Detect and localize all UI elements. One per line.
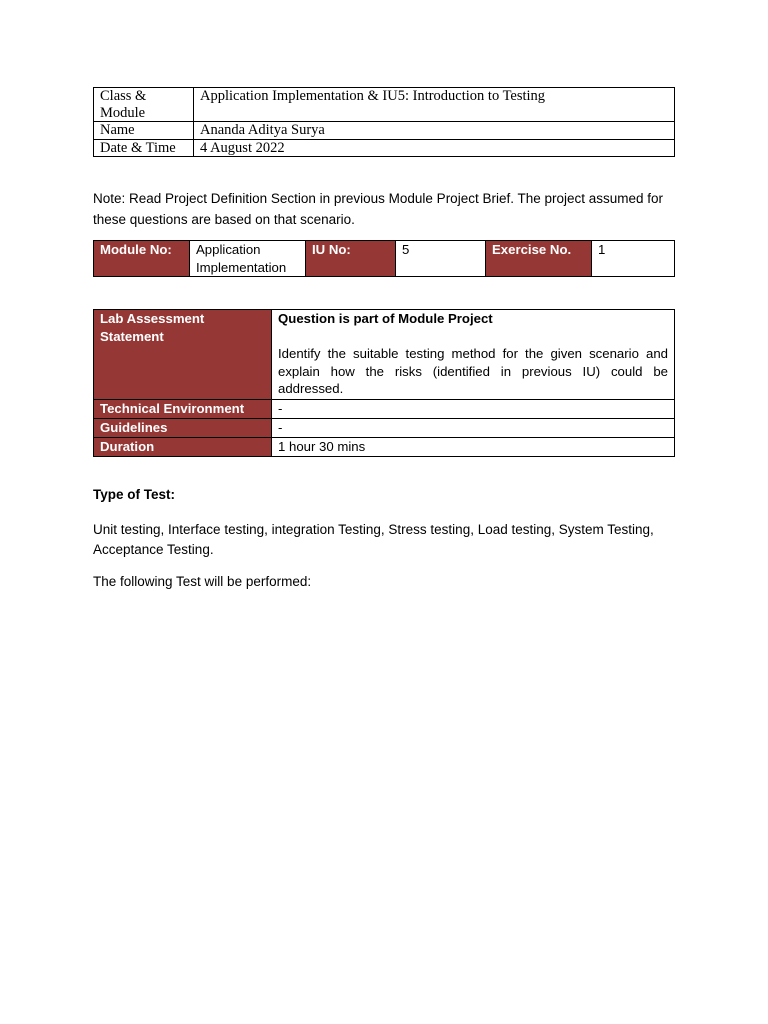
student-info-table: [93, 87, 675, 157]
table-row: [94, 139, 675, 157]
date-time-value: 4 August 2022: [194, 139, 675, 157]
table-row: [94, 419, 675, 438]
module-no-value: Application Implementation: [190, 241, 306, 277]
table-row: [94, 122, 675, 140]
module-no-label: Module No:: [94, 241, 190, 277]
class-module-label: Class & Module: [94, 88, 194, 122]
guidelines-label: Guidelines: [94, 419, 272, 438]
lab-statement-cell: [272, 310, 675, 400]
exercise-no-value: 1: [592, 241, 675, 277]
lab-statement-label: Lab Assessment Statement: [94, 310, 272, 400]
guidelines-value: -: [272, 419, 675, 438]
duration-label: Duration: [94, 438, 272, 457]
duration-value: 1 hour 30 mins: [272, 438, 675, 457]
technical-environment-value: -: [272, 400, 675, 419]
note-paragraph: Note: Read Project Definition Section in previous Module Project Brief. The project assumed for these questions are based on that scenario.: [93, 191, 664, 227]
module-table: [93, 240, 675, 277]
question-title: Question is part of Module Project: [278, 311, 493, 326]
name-value: Ananda Aditya Surya: [194, 122, 675, 140]
following-test-text: The following Test will be performed:: [93, 574, 312, 589]
date-time-label: Date & Time: [94, 139, 194, 157]
question-body: Identify the suitable testing method for the given scenario and explain how the risks (identified in previous IU) could be addressed.: [278, 346, 668, 396]
technical-environment-label: Technical Environment: [94, 400, 272, 419]
name-label: Name: [94, 122, 194, 140]
type-of-test-heading: Type of Test:: [93, 487, 176, 502]
type-of-test-list: Unit testing, Interface testing, integration Testing, Stress testing, Load testing, System Testing, Acceptance Testing.: [93, 522, 654, 557]
iu-no-label: IU No:: [306, 241, 396, 277]
table-row: [94, 400, 675, 419]
table-row: [94, 438, 675, 457]
exercise-no-label: Exercise No.: [486, 241, 592, 277]
table-row: [94, 241, 675, 277]
lab-assessment-table: [93, 309, 675, 457]
class-module-value: Application Implementation & IU5: Introduction to Testing: [194, 88, 675, 122]
table-row: [94, 310, 675, 400]
table-row: [94, 88, 675, 122]
iu-no-value: 5: [396, 241, 486, 277]
